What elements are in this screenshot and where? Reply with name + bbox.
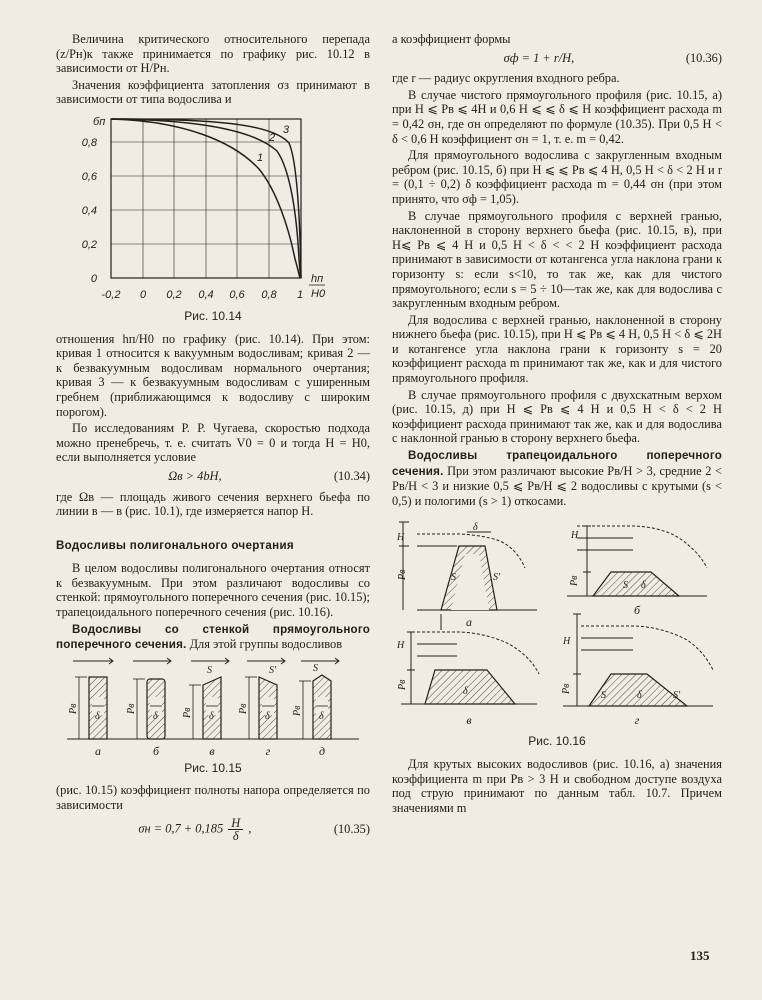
equation-number: (10.35) — [333, 821, 370, 836]
subfigure-label: б — [152, 743, 160, 758]
section-heading: Водосливы полигонального очертания — [56, 538, 294, 552]
equation-10-36 — [392, 51, 722, 66]
subfigure-label: г — [265, 743, 271, 758]
y-axis-label: бп — [93, 115, 106, 128]
subfigure-label: в — [466, 713, 472, 728]
paragraph — [56, 622, 370, 653]
figure-caption: Рис. 10.16 — [528, 734, 586, 749]
delta-label: δ — [463, 686, 468, 698]
pb-label: Pв — [397, 569, 408, 581]
delta-label: δ — [95, 710, 100, 722]
figure-10-16-diagram — [397, 510, 717, 732]
equation-formula — [56, 817, 334, 842]
x-tick: 0,4 — [198, 288, 214, 301]
paragraph: а коэффициент формы — [392, 32, 511, 46]
equation-number: (10.34) — [333, 468, 370, 483]
equation-suffix: , — [248, 820, 252, 835]
subfigure-label: г — [634, 713, 640, 728]
paragraph — [392, 448, 722, 508]
s-prime-label: S' — [269, 664, 277, 676]
x-axis-label-bottom: H0 — [311, 287, 326, 300]
pb-label: Pв — [292, 705, 303, 716]
pb-label: Pв — [68, 703, 79, 714]
paragraph-lead: Водосливы трапецоидального поперечного сечения. — [392, 449, 722, 478]
paragraph: В случае прямоугольного профиля с верхней гранью, наклоненной в сторону верхнего бьефа (рис. 10.15, в), при H⩽ Pв ⩽ 4 H и 0,5 H < δ < < 2 H коэффициент расхода принимают в зависимости от котангенса угла наклона грани к горизонту s: если s<10, то так же, как для чистого прямоугольного; если s = 5 ÷ 10—так же, как для водослива с закругленным входным ребром. — [392, 208, 722, 311]
x-tick: 0,8 — [261, 288, 277, 301]
page-number: 135 — [690, 948, 710, 963]
y-tick: 0,6 — [81, 170, 97, 183]
subfigure-label: д — [318, 743, 326, 758]
left-column — [56, 32, 370, 848]
s-label: S — [623, 580, 628, 592]
paragraph: Для водослива с верхней гранью, наклоненной в сторону нижнего бьефа (рис. 10.15), при H ⩽ Pв ⩽ 4 H, 0,5 H < δ ⩽ 2H и котангенсе угла наклона грани к горизонту s = 20 коэффициент расхода m принимают так же, как и для чистого прямоугольного профиля. — [392, 312, 722, 386]
h-label: H — [563, 636, 571, 648]
x-tick: 0 — [139, 288, 147, 301]
subfigure-label: б — [633, 603, 641, 618]
paragraph-text: Для этой группы водосливов — [186, 637, 343, 652]
delta-label: δ — [153, 710, 158, 722]
pb-label: Pв — [569, 575, 580, 587]
s-label: S — [601, 690, 606, 702]
x-tick: 0,2 — [166, 288, 182, 301]
figure-caption: Рис. 10.15 — [184, 760, 242, 775]
h-label: H — [397, 532, 405, 544]
figure-10-14-chart — [63, 109, 363, 307]
curve-label-2: 2 — [269, 131, 276, 144]
pb-label: Pв — [182, 707, 193, 718]
h-label: H — [571, 530, 579, 542]
s-label: S — [313, 662, 318, 674]
s-prime-label: S' — [493, 572, 501, 584]
delta-label: δ — [209, 710, 214, 722]
equation-fraction — [228, 817, 243, 842]
h-label: H — [397, 640, 405, 652]
paragraph: Для прямоугольного водослива с закругленным входным ребром (рис. 10.15, б) при H ⩽ ⩽ Pв ⩽ 4 H, 0,5 H < δ < 2 H и r = (0,1 ÷ 0,2) δ коэффициент расхода m = 0,44 σн (при этом принято, что σф = 1,05). — [392, 148, 722, 206]
paragraph: В целом водосливы полигонального очертания относят к безвакуумным. При этом различают водосливы со стенкой: прямоугольного поперечного сечения (рис. 10.15); трапецоидального поперечного сечения (рис. 10.16). — [56, 561, 370, 620]
y-tick: 0,2 — [81, 238, 97, 251]
s-prime-label: S' — [673, 690, 681, 702]
right-column — [392, 32, 722, 817]
s-label: S — [207, 664, 212, 676]
y-tick: 0,8 — [81, 136, 97, 149]
figure-10-15-diagram — [63, 655, 363, 759]
subfigure-label: а — [466, 615, 472, 630]
pb-label: Pв — [561, 683, 572, 695]
paragraph-text: При этом различают высокие Pв/H > 3, средние 2 < Pв/H < 3 и низкие 0,5 ⩽ Pв/H ⩽ 2 водосливы с крутыми (s < 0,5) и пологими (s > 1) откосами. — [392, 463, 722, 508]
paragraph: Величина критического относительного перепада (z/Pн)к также принимается по графику рис. 10.12 в зависимости от H/Pн. — [56, 32, 370, 76]
y-tick: 0 — [90, 272, 97, 285]
paragraph: Значения коэффициента затопления σз принимают в зависимости от типа водослива и — [56, 77, 370, 107]
equation-10-34 — [56, 469, 370, 484]
paragraph-lead: Водосливы со стенкой прямоугольного поперечного сечения. — [56, 622, 370, 652]
delta-label: δ — [265, 710, 270, 722]
paragraph: По исследованиям Р. Р. Чугаева, скоростью подхода можно пренебречь, т. е. считать V0 = 0 и тогда H = H0, если выполняется условие — [56, 421, 370, 465]
s-label: S — [451, 572, 456, 584]
delta-label: δ — [641, 580, 646, 592]
equation-formula: Ωв > 4bH, — [168, 468, 222, 483]
paragraph: В случае прямоугольного профиля с двухскатным верхом (рис. 10.15, д) при H ⩽ Pв ⩽ 4 H и 0,5 H < δ < 2 H коэффициент расхода принимают так же, как и для водослива с наклонной гранью в сторону верхнего бьефа. — [392, 387, 722, 446]
delta-label: δ — [473, 522, 478, 534]
equation-formula: σф = 1 + r/H, — [503, 50, 575, 65]
paragraph: Для крутых высоких водосливов (рис. 10.16, а) значения коэффициента m при Pв > 3 H и свободном доступе воздуха под струю принимают по данным табл. 10.7. Причем значениями m — [392, 757, 722, 815]
paragraph: В случае чистого прямоугольного профиля (рис. 10.15, а) при H ⩽ Pв ⩽ 4H и 0,6 H ⩽ ⩽ δ ⩽ H коэффициент расхода m = 0,42 σн, где σн определяют по формуле (10.35). При 0,5 H < δ < 0,6 H коэффициент σн = 1, т. е. m = 0,42. — [392, 87, 722, 146]
pb-label: Pв — [238, 703, 249, 714]
delta-label: δ — [637, 690, 642, 702]
figure-caption: Рис. 10.14 — [184, 308, 242, 323]
equation-10-35 — [56, 817, 370, 842]
subfigure-label: в — [209, 743, 215, 758]
y-tick: 0,4 — [81, 204, 97, 217]
pb-label: Pв — [126, 703, 137, 714]
fraction-numerator: H — [228, 817, 243, 830]
x-tick: -0,2 — [101, 288, 121, 301]
paragraph: отношения hп/H0 по графику (рис. 10.14). При этом: кривая 1 относится к вакуумным водосливам; кривая 2 — к безвакуумным водосливам нормального очертания; кривая 3 — к безвакуумным водосливам с уширенным гребнем (приближающимся к водосливу с широким порогом). — [56, 331, 370, 419]
x-tick: 0,6 — [229, 288, 245, 301]
x-tick: 1 — [296, 288, 304, 301]
paragraph: где r — радиус округления входного ребра. — [392, 71, 620, 86]
curve-label-3: 3 — [283, 123, 290, 136]
subfigure-label: а — [95, 743, 101, 758]
paragraph: где Ωв — площадь живого сечения верхнего бьефа по линии в — в (рис. 10.1), где измеряется напор H. — [56, 489, 370, 519]
fraction-denominator: δ — [232, 828, 239, 843]
pb-label: Pв — [397, 679, 408, 691]
equation-prefix: σн = 0,7 + 0,185 — [138, 820, 224, 835]
x-axis-label-top: hп — [311, 272, 324, 285]
delta-label: δ — [319, 710, 324, 722]
equation-number: (10.36) — [685, 50, 722, 65]
curve-label-1: 1 — [257, 151, 264, 164]
paragraph: (рис. 10.15) коэффициент полноты напора определяется по зависимости — [56, 783, 370, 813]
